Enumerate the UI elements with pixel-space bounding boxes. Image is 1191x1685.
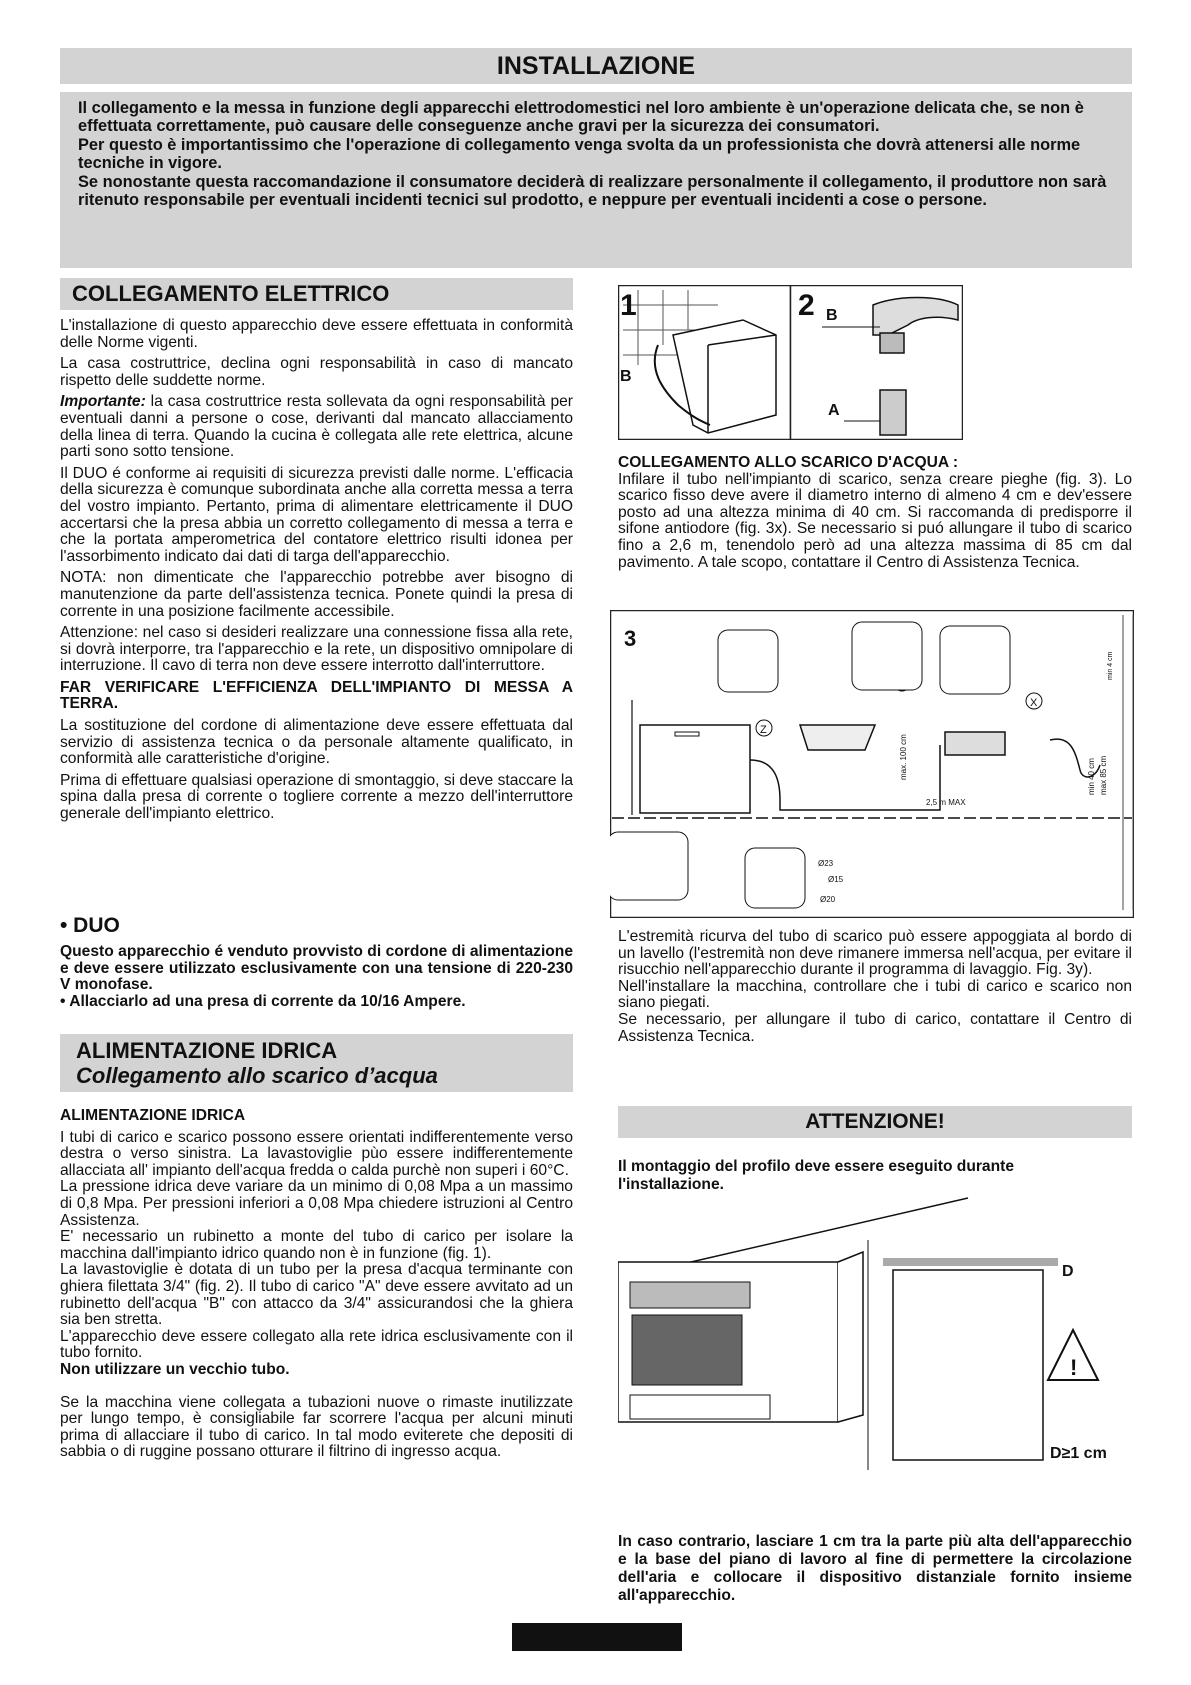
appliance-side-view xyxy=(893,1270,1043,1460)
fig2-number: 2 xyxy=(798,289,815,322)
page-title: INSTALLAZIONE xyxy=(60,48,1132,84)
tap-thread xyxy=(880,333,904,353)
attention-heading: ATTENZIONE! xyxy=(618,1106,1132,1138)
label-d-min: D≥1 cm xyxy=(1050,1445,1107,1462)
sink-y xyxy=(945,732,1005,755)
page-number-bar xyxy=(512,1623,682,1651)
electrical-p6: Attenzione: nel caso si desideri realizzare una connessione fissa alla rete, si dovrà interporre, tra l'apparecchio e la rete, un dispositivo omnipolare di interruzione. Il cavo di terra non deve essere interrotto dall'interruttore. xyxy=(60,624,573,675)
water-heading-box xyxy=(60,1034,573,1092)
dim-min40: min 40 cm xyxy=(1087,758,1096,795)
water-p5: L'apparecchio deve essere collegato alla rete idrica esclusivamente con il tubo fornito. xyxy=(60,1327,573,1362)
intro-paragraph: Il collegamento e la messa in funzione degli apparecchi elettrodomestici nel loro ambiente è un'operazione delicata che, se non è effettuata correttamente, può causare delle conseguenze anche gravi per la sicurezza dei consumatori. xyxy=(78,99,1084,136)
water-p4: La lavastoviglie è dotata di un tubo per la presa d'acqua terminante con ghiera filettata 3/4" (fig. 2). Il tubo di carico "A" deve essere avvitato ad un rubinetto dell'acqua "B" con attacco da 3/4" assicurandosi che la ghiera sia ben stretta. xyxy=(60,1261,573,1329)
detail-standpipe xyxy=(940,626,1010,694)
warning-icon-mark: ! xyxy=(1070,1355,1078,1380)
electrical-p1: L'installazione di questo apparecchio deve essere effettuata in conformità delle Norme vigenti. xyxy=(60,317,573,351)
duo-p2: • Allacciarlo ad una presa di corrente da 10/16 Ampere. xyxy=(60,992,466,1010)
detail-sink-edge xyxy=(852,622,922,690)
dim-min4: min 4 cm xyxy=(1107,651,1114,680)
fig-1-2-diagram xyxy=(618,285,963,440)
electrical-p2: La casa costruttrice, declina ogni responsabilità in caso di mancato rispetto delle suddette norme. xyxy=(60,355,573,389)
water-p3: E' necessario un rubinetto a monte del tubo di carico per isolare la macchina dall'impianto idrico quando non è in funzione (fig. 1). xyxy=(60,1228,573,1262)
dim-max85: max 85 cm xyxy=(1099,755,1108,795)
water-heading: ALIMENTAZIONE IDRICA xyxy=(76,1038,338,1063)
electrical-section xyxy=(60,318,573,828)
duo-section xyxy=(60,944,573,1015)
appliance-side xyxy=(838,1252,863,1422)
dim-d20: Ø20 xyxy=(820,895,836,904)
fig1-number: 1 xyxy=(620,289,637,322)
drain-p3: Nell'installare la macchina, controllare che i tubi di carico e scarico non siano piegati. xyxy=(618,977,1132,1012)
attention-p2: In caso contrario, lasciare 1 cm tra la parte più alta dell'apparecchio e la base del piano di lavoro al fine di permettere la circolazione dell'aria e collocare il dispositivo distanziale fornito insieme all'apparecchio. xyxy=(618,1533,1132,1604)
attention-p1: Il montaggio del profilo deve essere eseguito durante l'installazione. xyxy=(618,1158,1014,1193)
label-x: X xyxy=(1030,697,1038,709)
sink-sketch xyxy=(800,725,875,750)
fig2-label-a: A xyxy=(828,402,840,419)
important-text: la casa costruttrice resta sollevata da ogni responsabilità per eventuali danni a persone o cose, derivanti dal mancato allacciamento della linea di terra. Quando la cucina è collegata alle rete elettrica, alcune parti sono sotto tensione. xyxy=(60,393,573,461)
hose-ferrule xyxy=(880,390,906,435)
water-p7: Se la macchina viene collegata a tubazioni nuove o rimaste inutilizzate per lungo tempo, è consigliabile far scorrere l'acqua per alcuni minuti prima di allacciare il tubo di carico. In tal modo eviterete che depositi di sabbia o di ruggine possano otturare il filtrino di ingresso acqua. xyxy=(60,1393,573,1461)
important-label: Importante: xyxy=(60,393,146,411)
electrical-p8: La sostituzione del cordone di alimentazione deve essere effettuata dal servizio di assistenza tecnica o da personale altamente qualificato, in conformità alle caratteristiche d'origine. xyxy=(60,717,573,768)
dim-d23: Ø23 xyxy=(818,859,834,868)
pointer-line xyxy=(678,1198,968,1265)
lower-drawer xyxy=(630,1395,770,1419)
profile-diagram xyxy=(618,1190,1118,1490)
detail-hose-bend xyxy=(718,630,778,692)
electrical-heading: COLLEGAMENTO ELETTRICO xyxy=(60,278,573,310)
water-section xyxy=(60,1108,573,1466)
fig-3-diagram xyxy=(610,610,1134,918)
electrical-p9: Prima di effettuare qualsiasi operazione di smontaggio, si deve staccare la spina dalla presa di corrente o togliere corrente a mezzo dell'interruttore generale dell'impianto elettrico. xyxy=(60,771,573,823)
duo-p1: Questo apparecchio é venduto provvisto di cordone di alimentazione e deve essere utilizzato esclusivamente con una tensione di 220-230 V monofase. xyxy=(60,943,573,994)
drain-p2: L'estremità ricurva del tubo di scarico può essere appoggiata al bordo di un lavello (l'estremità non deve rimanere immersa nell'acqua, per evitare il risucchio nell'apparecchio durante il programma di lavaggio. Fig. 3y). xyxy=(618,928,1132,979)
label-z: Z xyxy=(760,724,767,736)
oven-window xyxy=(632,1315,742,1385)
worktop xyxy=(883,1258,1058,1266)
water-subheading: Collegamento allo scarico d’acqua xyxy=(76,1063,438,1088)
electrical-p5: NOTA: non dimenticate che l'apparecchio potrebbe aver bisogno di manutenzione da parte dell'assistenza tecnica. Ponete quindi la presa di corrente in una posizione facilmente accessibile. xyxy=(60,569,573,620)
drain-section xyxy=(618,455,1132,576)
electrical-p3 xyxy=(60,394,573,460)
control-panel xyxy=(630,1282,750,1308)
water-label: ALIMENTAZIONE IDRICA xyxy=(60,1107,246,1124)
intro-paragraph: Se nonostante questa raccomandazione il consumatore deciderà di realizzare personalmente il collegamento, il produttore non sarà ritenuto responsabile per eventuali incidenti tecnici sul prodotto, e neppure per eventuali incidenti a cose o persone. xyxy=(78,172,1107,210)
drain-notes xyxy=(618,929,1132,1050)
detail-diameters xyxy=(745,848,805,908)
detail-outlet xyxy=(610,832,688,900)
dim-max100: max. 100 cm xyxy=(899,734,908,780)
dim-d15: Ø15 xyxy=(828,875,844,884)
fig1-label-b: B xyxy=(620,368,632,385)
label-d: D xyxy=(1062,1263,1074,1280)
electrical-p7: FAR VERIFICARE L'EFFICIENZA DELL'IMPIANTO DI MESSA A TERRA. xyxy=(60,678,573,713)
electrical-p4: Il DUO é conforme ai requisiti di sicurezza previsti dalle norme. L'efficacia della sicurezza è comunque subordinata anche alla corretta messa a terra del vostro impianto. Pertanto, prima di alimentare elettricamente il DUO accertarsi che la presa abbia un corretto collegamento di messa a terra e che la portata amperometrica del contatore elettrico risulti idonea per l'assorbimento indicato dai dati di targa dell'apparecchio. xyxy=(60,464,573,565)
water-p1: I tubi di carico e scarico possono essere orientati indifferentemente verso destra o verso sinistra. La lavastoviglie pùo essere indifferentemente allacciata all' impianto dell'acqua fredda o calda purchè non superi i 60°C. xyxy=(60,1128,573,1179)
fig3-number: 3 xyxy=(624,626,637,651)
intro-warning xyxy=(60,92,1132,268)
fig2-label-b: B xyxy=(826,307,838,324)
drain-p1: Infilare il tubo nell'impianto di scarico, senza creare pieghe (fig. 3). Lo scarico fisso deve avere il diametro interno di almeno 4 cm e dev'essere posto ad una altezza minima di 40 cm. Si raccomanda di predisporre il sifone antiodore (fig. 3x). Se necessario si puó allungare il tubo di scarico fino a 2,6 m, tenendolo però ad una altezza massima di 85 cm dal pavimento. A tale scopo, contattare il Centro di Assistenza Tecnica. xyxy=(618,470,1132,571)
water-p6: Non utilizzare un vecchio tubo. xyxy=(60,1360,290,1378)
duo-heading: • DUO xyxy=(60,914,120,937)
intro-paragraph: Per questo è importantissimo che l'operazione di collegamento venga svolta da un professionista che dovrà attenersi alle norme tecniche in vigore. xyxy=(78,135,1081,173)
drain-heading: COLLEGAMENTO ALLO SCARICO D'ACQUA : xyxy=(618,454,959,471)
dishwasher-outline xyxy=(640,725,750,813)
water-p2: La pressione idrica deve variare da un minimo di 0,08 Mpa a un massimo di 0,8 Mpa. Per pressioni inferiori a 0,08 Mpa chiedere istruzioni al Centro Assistenza. xyxy=(60,1178,573,1229)
drain-p4: Se necessario, per allungare il tubo di carico, contattare il Centro di Assistenza Tecnica. xyxy=(618,1010,1132,1045)
dim-max25: 2,5 m MAX xyxy=(926,798,966,807)
